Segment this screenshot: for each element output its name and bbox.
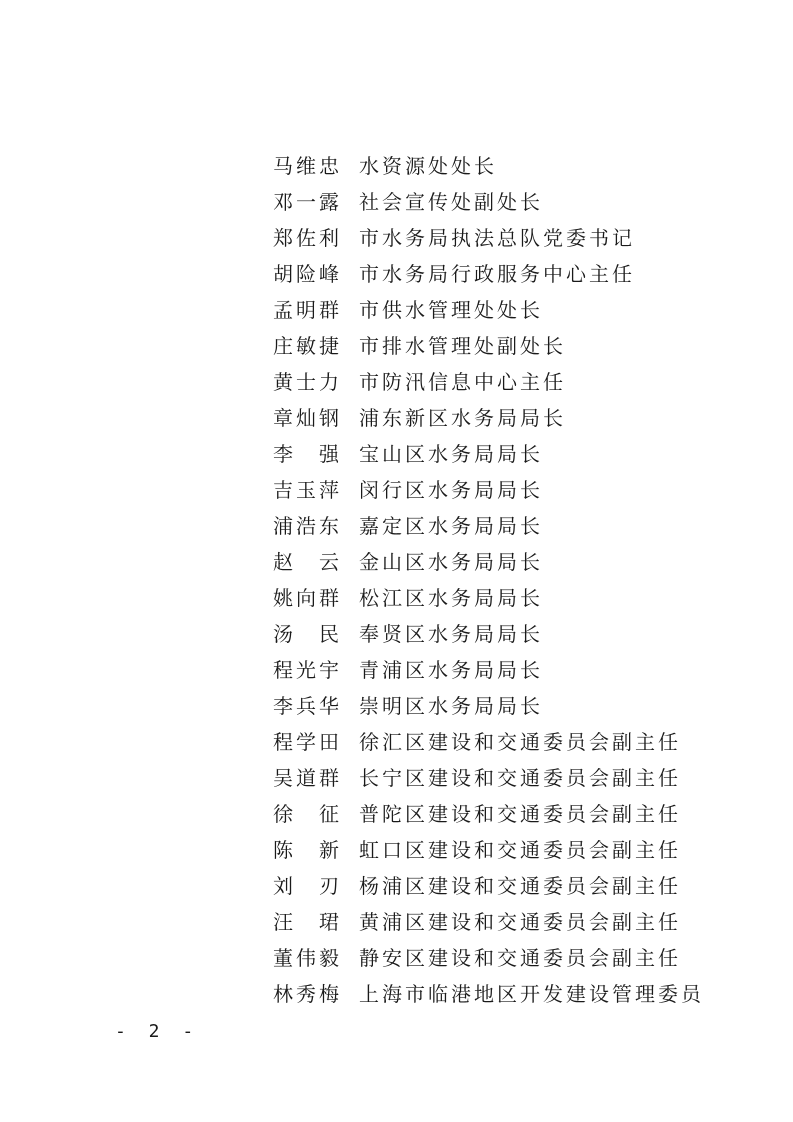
person-title: 金山区水务局局长 [359,549,543,574]
person-name [273,870,339,899]
roster-row [273,650,704,686]
name-glyph: 汪 [273,909,293,934]
person-title: 社会宣传处副处长 [359,189,543,214]
roster-row [273,146,704,182]
person-title: 虹口区建设和交通委员会副主任 [359,837,681,862]
person-name: 胡险峰 [273,261,342,286]
name-glyph: 珺 [319,909,339,934]
roster-row [273,578,704,614]
roster-row [273,218,704,254]
person-title: 市供水管理处处长 [359,297,543,322]
person-name [273,906,339,935]
roster-row [273,362,704,398]
name-glyph: 徐 [273,801,293,826]
person-name: 程光宇 [273,657,342,682]
name-glyph: 民 [319,621,339,646]
roster-row [273,830,704,866]
person-title: 黄浦区建设和交通委员会副主任 [359,909,681,934]
name-glyph: 征 [319,801,339,826]
name-glyph: 强 [319,441,339,466]
roster-row [273,506,704,542]
person-title: 长宁区建设和交通委员会副主任 [359,765,681,790]
person-name: 马维忠 [273,153,342,178]
person-name: 庄敏捷 [273,333,342,358]
person-name: 吴道群 [273,765,342,790]
person-name [273,834,339,863]
person-name: 程学田 [273,729,342,754]
roster-row [273,290,704,326]
person-name: 邓一露 [273,189,342,214]
name-glyph: 新 [319,837,339,862]
person-title: 徐汇区建设和交通委员会副主任 [359,729,681,754]
roster-row [273,938,704,974]
roster-row [273,902,704,938]
person-name: 章灿钢 [273,405,342,430]
person-name [273,546,339,575]
roster-row [273,974,704,1010]
person-name [273,798,339,827]
name-glyph: 汤 [273,621,293,646]
roster-row [273,182,704,218]
roster-row [273,722,704,758]
person-title: 嘉定区水务局局长 [359,513,543,538]
roster-row [273,326,704,362]
roster-row [273,758,704,794]
roster-row [273,398,704,434]
roster-row [273,542,704,578]
roster-row [273,434,704,470]
person-title: 青浦区水务局局长 [359,657,543,682]
name-glyph: 赵 [273,549,293,574]
person-title: 松江区水务局局长 [359,585,543,610]
person-title: 市防汛信息中心主任 [359,369,566,394]
person-title: 静安区建设和交通委员会副主任 [359,945,681,970]
roster-row [273,794,704,830]
roster-list [273,146,704,1010]
person-name [273,438,339,467]
page-number: - 2 - [115,1021,200,1042]
person-title: 浦东新区水务局局长 [359,405,566,430]
person-title: 宝山区水务局局长 [359,441,543,466]
name-glyph: 李 [273,441,293,466]
person-name: 郑佐利 [273,225,342,250]
roster-row [273,470,704,506]
roster-row [273,866,704,902]
person-title: 上海市临港地区开发建设管理委员 [359,981,704,1006]
person-title: 闵行区水务局局长 [359,477,543,502]
name-glyph: 刃 [319,873,339,898]
person-name: 姚向群 [273,585,342,610]
name-glyph: 陈 [273,837,293,862]
roster-row [273,614,704,650]
person-title: 普陀区建设和交通委员会副主任 [359,801,681,826]
person-title: 市排水管理处副处长 [359,333,566,358]
person-name: 林秀梅 [273,981,342,1006]
person-name: 吉玉萍 [273,477,342,502]
person-name: 李兵华 [273,693,342,718]
roster-row [273,254,704,290]
person-name: 黄士力 [273,369,342,394]
person-name: 浦浩东 [273,513,342,538]
roster-row [273,686,704,722]
person-title: 杨浦区建设和交通委员会副主任 [359,873,681,898]
person-name [273,618,339,647]
name-glyph: 刘 [273,873,293,898]
name-glyph: 云 [319,549,339,574]
person-title: 市水务局行政服务中心主任 [359,261,635,286]
person-title: 崇明区水务局局长 [359,693,543,718]
person-title: 水资源处处长 [359,153,497,178]
person-title: 奉贤区水务局局长 [359,621,543,646]
person-title: 市水务局执法总队党委书记 [359,225,635,250]
person-name: 董伟毅 [273,945,342,970]
person-name: 孟明群 [273,297,342,322]
